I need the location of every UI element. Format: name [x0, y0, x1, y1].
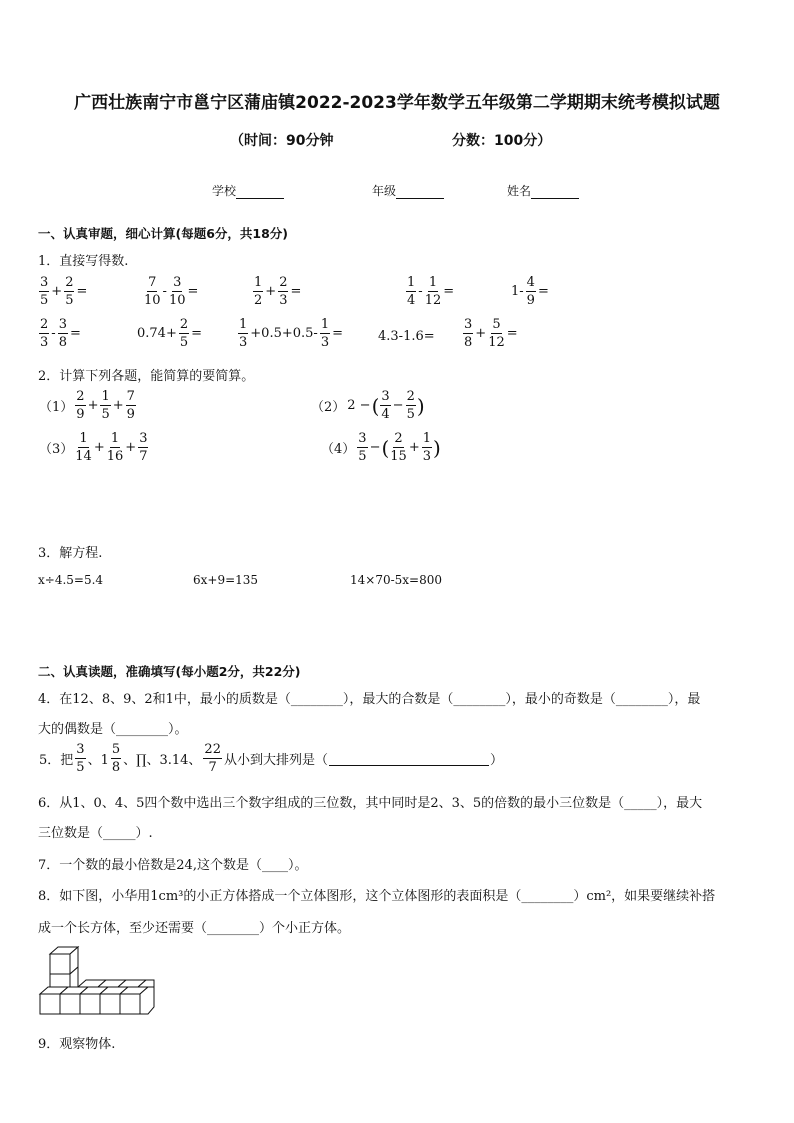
q2-item-1: （1） $\frac{2}{9}$ + $\frac{1}{5}$ + $\frac{7}{9}$ — [39, 389, 135, 422]
name-label: 姓名 — [507, 184, 532, 198]
fraction: $\frac{1}{3}$ — [239, 317, 248, 350]
fraction: $\frac{1}{16}$ — [106, 431, 124, 464]
q2-item-2: （2） 2 − ( $\frac{3}{4}$ − $\frac{2}{5}$ ) — [311, 389, 425, 422]
fraction: $\frac{5}{12}$ — [488, 317, 505, 350]
fraction: $\frac{3}{5}$ — [76, 742, 85, 775]
grade-blank[interactable] — [396, 186, 444, 199]
fraction: $\frac{22}{7}$ — [204, 742, 221, 775]
equation-3: 14×70-5x=800 — [350, 573, 443, 587]
q1-expr-8: $\frac{1}{3}$ +0.5+0.5- $\frac{1}{3}$ = — [239, 317, 343, 350]
fraction: $\frac{5}{8}$ — [111, 742, 121, 775]
fraction: $\frac{1}{2}$ — [254, 275, 263, 308]
fraction: $\frac{3}{8}$ — [58, 317, 67, 350]
q2-item-3: （3） $\frac{1}{14}$ + $\frac{1}{16}$ + $\frac{3}{7}$ — [39, 431, 148, 464]
fraction: $\frac{2}{3}$ — [40, 317, 49, 350]
fraction: $\frac{1}{4}$ — [407, 275, 416, 308]
q1-expr-4: $\frac{1}{4}$ - $\frac{1}{12}$ = — [407, 275, 455, 308]
fraction: $\frac{3}{10}$ — [168, 275, 186, 308]
fraction: $\frac{1}{3}$ — [422, 431, 432, 464]
fraction: $\frac{3}{4}$ — [381, 389, 390, 422]
q1-expr-10: $\frac{3}{8}$ + $\frac{5}{12}$ = — [464, 317, 518, 350]
fraction: $\frac{1}{3}$ — [320, 317, 330, 350]
exam-time: （时间：90分钟 — [230, 133, 334, 149]
q3-prompt: 3．解方程. — [38, 546, 103, 561]
q6-line-2: 三位数是（_____）. — [38, 826, 153, 841]
fraction: $\frac{3}{5}$ — [40, 275, 49, 308]
fraction: $\frac{3}{7}$ — [139, 431, 148, 464]
q6-line-1: 6．从1、0、4、5四个数中选出三个数字组成的三位数，其中同时是2、3、5的倍数的最小三位数是（_____），最大 — [38, 796, 703, 811]
q1-expr-1: $\frac{3}{5}$ + $\frac{2}{5}$ = — [40, 275, 88, 308]
fraction: $\frac{1}{14}$ — [75, 431, 92, 464]
name-blank[interactable] — [531, 186, 579, 199]
q1-expr-7: 0.74+ $\frac{2}{5}$ = — [137, 317, 203, 350]
section1-heading: 一、认真审题，细心计算(每题6分，共18分) — [38, 226, 289, 241]
q2-prompt: 2．计算下列各题，能简算的要简算。 — [38, 369, 255, 384]
fraction: $\frac{1}{12}$ — [424, 275, 442, 308]
q1-prompt: 1．直接写得数. — [38, 254, 129, 269]
grade-label: 年级 — [372, 184, 397, 198]
q4-line-2: 大的偶数是（________）。 — [38, 722, 188, 737]
fraction: $\frac{2}{15}$ — [390, 431, 407, 464]
fraction: $\frac{4}{9}$ — [526, 275, 535, 308]
school-label: 学校 — [212, 184, 237, 198]
fraction: $\frac{3}{5}$ — [358, 431, 367, 464]
school-field — [212, 182, 284, 199]
q8-line-2: 成一个长方体，至少还需要（________）个小正方体。 — [38, 921, 351, 936]
exam-score: 分数：100分） — [452, 133, 552, 149]
q7: 7．一个数的最小倍数是24,这个数是（____）。 — [38, 858, 308, 873]
q5-answer-blank[interactable] — [329, 752, 489, 766]
fraction: $\frac{2}{5}$ — [406, 389, 415, 422]
fraction: $\frac{1}{5}$ — [101, 389, 110, 422]
q9: 9．观察物体. — [38, 1037, 116, 1052]
q4-line-1: 4．在12、8、9、2和1中，最小的质数是（________），最大的合数是（________），最小的奇数是（________），最 — [38, 692, 701, 707]
q8-line-1: 8．如下图，小华用1cm³的小正方体搭成一个立体图形，这个立体图形的表面积是（________）cm²，如果要继续补搭 — [38, 889, 716, 904]
q1-expr-2: $\frac{7}{10}$ - $\frac{3}{10}$ = — [144, 275, 199, 308]
cube-figure — [38, 944, 158, 1016]
school-blank[interactable] — [236, 186, 284, 199]
q5: 5．把 $\frac{3}{5}$ 、1 $\frac{5}{8}$ 、∏、3.14、 $\frac{22}{7}$ 从小到大排列是（ ） — [39, 742, 503, 775]
q1-expr-6: $\frac{2}{3}$ - $\frac{3}{8}$ = — [40, 317, 81, 350]
fraction: $\frac{2}{3}$ — [279, 275, 288, 308]
q1-expr-9: 4.3-1.6= — [378, 329, 435, 344]
fraction: $\frac{7}{10}$ — [144, 275, 161, 308]
name-field — [507, 182, 579, 199]
fraction: $\frac{7}{9}$ — [126, 389, 135, 422]
fraction: $\frac{2}{9}$ — [76, 389, 85, 422]
equation-2: 6x+9=135 — [193, 573, 259, 587]
q2-item-4: （4） $\frac{3}{5}$ − ( $\frac{2}{15}$ + $\frac{1}{3}$ ) — [321, 431, 441, 464]
fraction: $\frac{3}{8}$ — [464, 317, 473, 350]
q1-expr-5: 1- $\frac{4}{9}$ = — [511, 275, 549, 308]
q1-expr-3: $\frac{1}{2}$ + $\frac{2}{3}$ = — [254, 275, 302, 308]
section2-heading: 二、认真读题，准确填写(每小题2分，共22分) — [38, 664, 301, 679]
equation-1: x÷4.5=5.4 — [38, 573, 104, 587]
page-title: 广西壮族南宁市邕宁区蒲庙镇2022-2023学年数学五年级第二学期期末统考模拟试题 — [74, 93, 720, 113]
fraction: $\frac{2}{5}$ — [179, 317, 189, 350]
grade-field — [372, 182, 444, 199]
fraction: $\frac{2}{5}$ — [65, 275, 74, 308]
